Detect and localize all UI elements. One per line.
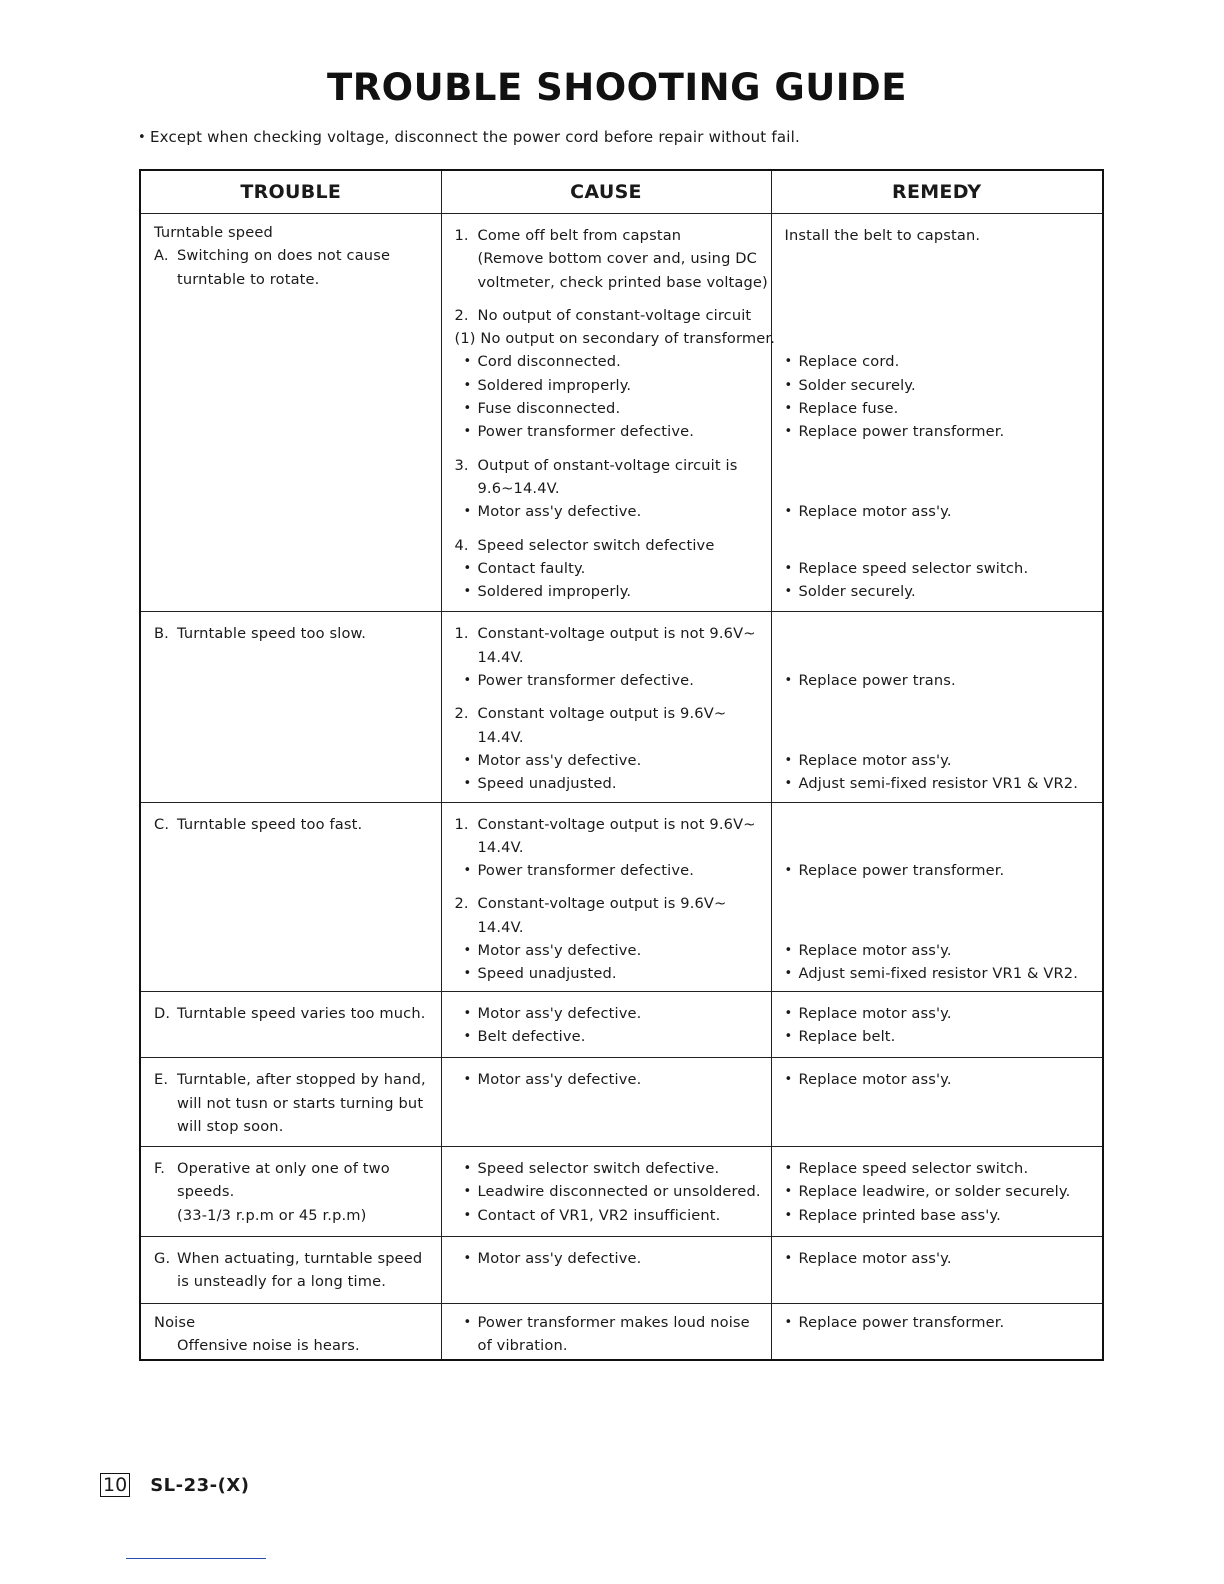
trouble-line: [154, 1068, 433, 1091]
remedy-line: [785, 1180, 1095, 1203]
bullet-marker: •: [784, 1072, 793, 1088]
cause-line: [455, 892, 763, 915]
trouble-text: Noise: [154, 1313, 196, 1331]
cause-cell: [441, 1303, 771, 1360]
cause-line: [455, 646, 763, 669]
cause-line: [455, 749, 763, 772]
cause-text: Constant-voltage output is not 9.6V~: [477, 815, 756, 833]
cause-group: [454, 304, 775, 444]
remedy-cell: [771, 1236, 1103, 1303]
trouble-cell: [140, 1236, 441, 1303]
remedy-line: [785, 1204, 1095, 1227]
cause-line: [455, 1002, 763, 1025]
cause-line: [455, 859, 763, 882]
cause-line: [455, 247, 763, 270]
cause-line: [455, 669, 763, 692]
trouble-text: Turntable, after stopped by hand,: [177, 1071, 426, 1089]
cause-line: [455, 1157, 763, 1180]
table-row: [140, 802, 1103, 991]
trouble-cell: [140, 802, 441, 991]
trouble-line: [154, 1115, 433, 1138]
remedy-text: Replace motor ass'y.: [798, 751, 952, 769]
remedy-cell: [771, 612, 1103, 802]
trouble-text: will not tusn or starts turning but: [177, 1094, 424, 1112]
cause-group: [455, 1157, 763, 1227]
remedy-group: [785, 1247, 1095, 1270]
spacer-line: [785, 327, 1095, 350]
trouble-line: [154, 268, 433, 291]
cause-text: No output of constant-voltage circuit: [477, 306, 752, 324]
cause-group: [455, 1068, 763, 1091]
bullet-marker: •: [784, 354, 793, 370]
cause-text: Leadwire disconnected or unsoldered.: [477, 1183, 761, 1201]
trouble-text: Turntable speed too slow.: [177, 625, 367, 643]
bullet-marker: •: [784, 673, 793, 689]
bullet-marker: •: [784, 966, 793, 982]
trouble-line: [154, 221, 433, 244]
model-number: SL-23-(X): [150, 1474, 250, 1496]
remedy-text: Replace speed selector switch.: [798, 559, 1029, 577]
table-header-row: [140, 170, 1103, 214]
cause-cell: [441, 214, 775, 612]
item-marker: C.: [154, 815, 170, 833]
spacer-line: [785, 247, 1095, 270]
cause-line: [455, 836, 763, 859]
item-marker: 2.: [454, 306, 469, 324]
remedy-line: [785, 939, 1095, 962]
cause-text: Contact of VR1, VR2 insufficient.: [477, 1206, 721, 1224]
trouble-text: When actuating, turntable speed: [177, 1249, 423, 1267]
remedy-line: [785, 397, 1095, 420]
remedy-line: [785, 500, 1095, 523]
item-marker: 2.: [454, 705, 469, 723]
cause-group: [455, 1002, 763, 1049]
bullet-marker: •: [784, 1184, 793, 1200]
bullet-marker: •: [463, 504, 472, 520]
spacer-line: [785, 702, 1095, 725]
bullet-marker: •: [463, 966, 472, 982]
cause-line: [455, 1334, 763, 1357]
cause-line: [455, 454, 763, 477]
remedy-text: Replace fuse.: [798, 400, 899, 418]
cause-line: [455, 271, 768, 294]
cause-text: voltmeter, check printed base voltage): [477, 273, 768, 291]
spacer-line: [785, 454, 1095, 477]
cause-text: Motor ass'y defective.: [477, 503, 642, 521]
cause-line: [455, 813, 763, 836]
trouble-text: Offensive noise is hears.: [177, 1336, 360, 1354]
header-cause: CAUSE: [441, 170, 771, 214]
remedy-cell: [771, 802, 1103, 991]
cause-line: [455, 224, 763, 247]
bullet-marker: •: [463, 1028, 472, 1044]
item-marker: 2.: [454, 895, 469, 913]
item-marker: B.: [154, 625, 169, 643]
remedy-text: Replace motor ass'y.: [798, 942, 952, 960]
trouble-text: Switching on does not cause: [177, 247, 391, 265]
trouble-text: speeds.: [177, 1183, 235, 1201]
cause-group: [455, 702, 763, 795]
cause-line: [455, 726, 763, 749]
spacer-line: [785, 477, 1095, 500]
trouble-cell: [140, 612, 441, 802]
cause-line: [455, 374, 763, 397]
cause-line: [455, 397, 763, 420]
bullet-marker: •: [784, 776, 793, 792]
cause-line: [455, 1180, 763, 1203]
spacer-line: [785, 304, 1095, 327]
bullet-marker: •: [784, 504, 793, 520]
remedy-line: [785, 1068, 1095, 1091]
table-row: [140, 1058, 1103, 1147]
trouble-line: [154, 1204, 433, 1227]
cause-cell: [441, 802, 771, 991]
cause-line: [455, 702, 763, 725]
item-marker: 4.: [454, 536, 469, 554]
cause-line: [455, 477, 763, 500]
remedy-cell: [771, 1058, 1103, 1147]
trouble-line: [154, 813, 433, 836]
trouble-line: [154, 244, 433, 267]
remedy-line: [785, 224, 1095, 247]
bullet-marker: •: [784, 1161, 793, 1177]
remedy-line: [785, 580, 1095, 603]
trouble-text: Turntable speed varies too much.: [177, 1004, 426, 1022]
bullet-marker: •: [784, 401, 793, 417]
page-number: 10: [100, 1473, 130, 1497]
trouble-line: [154, 1180, 433, 1203]
spacer-line: [785, 534, 1095, 557]
bullet-marker: •: [784, 1314, 793, 1330]
note-text: Except when checking voltage, disconnect the power cord before repair without fail.: [150, 128, 800, 146]
cause-text: 14.4V.: [477, 648, 524, 666]
cause-text: Come off belt from capstan: [477, 227, 682, 244]
cause-line: [455, 916, 763, 939]
cause-text: Soldered improperly.: [477, 583, 632, 601]
remedy-line: [785, 669, 1095, 692]
cause-text: Constant-voltage output is 9.6V~: [477, 895, 727, 913]
cause-text: Power transformer makes loud noise: [477, 1313, 750, 1331]
cause-text: Speed unadjusted.: [477, 965, 617, 983]
table-row: [140, 1147, 1103, 1237]
remedy-line: [785, 420, 1095, 443]
bullet-marker: •: [463, 401, 472, 417]
bullet-marker: •: [784, 424, 793, 440]
bullet-marker: •: [463, 1314, 472, 1330]
spacer-line: [785, 892, 1095, 915]
item-marker: 3.: [454, 456, 469, 474]
remedy-group: [785, 702, 1095, 795]
cause-line: [455, 420, 763, 443]
trouble-line: [154, 622, 433, 645]
bullet-marker: •: [784, 584, 793, 600]
cause-cell: [441, 1058, 771, 1147]
remedy-cell: [771, 991, 1103, 1058]
spacer-line: [785, 836, 1095, 859]
trouble-text: Turntable speed too fast.: [177, 815, 363, 833]
spacer-line: [785, 916, 1095, 939]
remedy-text: Replace cord.: [798, 353, 900, 371]
remedy-line: [785, 1247, 1095, 1270]
remedy-line: [785, 859, 1095, 882]
item-marker: A.: [154, 247, 169, 265]
remedy-group: [785, 1157, 1095, 1227]
remedy-group: [785, 1002, 1095, 1049]
remedy-text: Solder securely.: [798, 376, 916, 394]
item-marker: F.: [154, 1160, 165, 1178]
item-marker: G.: [154, 1249, 171, 1267]
cause-line: [455, 962, 763, 985]
trouble-cell: [140, 1058, 441, 1147]
page-footer: [100, 1472, 249, 1498]
trouble-line: [154, 1092, 433, 1115]
divider-line: [126, 1558, 266, 1559]
cause-group: [455, 892, 763, 985]
trouble-text: Turntable speed: [154, 224, 273, 241]
remedy-text: Replace leadwire, or solder securely.: [798, 1183, 1071, 1201]
item-marker: 1.: [454, 815, 469, 833]
cause-text: (Remove bottom cover and, using DC: [477, 250, 758, 268]
header-trouble: TROUBLE: [140, 170, 441, 214]
cause-text: 14.4V.: [477, 918, 524, 936]
trouble-cell: [140, 1147, 441, 1237]
table-row: [140, 214, 1103, 612]
cause-text: Motor ass'y defective.: [477, 751, 642, 769]
cause-line: [455, 772, 763, 795]
bullet-marker: •: [784, 1028, 793, 1044]
remedy-text: Replace power transformer.: [798, 862, 1005, 880]
remedy-text: Replace speed selector switch.: [798, 1160, 1029, 1178]
cause-text: Constant voltage output is 9.6V~: [477, 705, 727, 723]
trouble-line: [154, 1002, 433, 1025]
bullet-marker: •: [463, 1184, 472, 1200]
spacer-line: [785, 271, 1095, 294]
remedy-line: [785, 962, 1095, 985]
bullet-marker: •: [463, 673, 472, 689]
trouble-text: (33-1/3 r.p.m or 45 r.p.m): [177, 1206, 367, 1224]
trouble-cell: [140, 1303, 441, 1360]
remedy-text: Replace belt.: [798, 1027, 896, 1045]
bullet-marker: •: [784, 1250, 793, 1266]
table-row: [140, 612, 1103, 802]
trouble-line: [154, 1311, 433, 1334]
remedy-line: [785, 772, 1095, 795]
remedy-group: [785, 813, 1095, 883]
remedy-cell: [771, 1147, 1103, 1237]
item-marker: 1.: [454, 625, 469, 643]
header-remedy: REMEDY: [771, 170, 1103, 214]
cause-text: Contact faulty.: [477, 559, 586, 577]
cause-text: (1) No output on secondary of transformer.: [454, 330, 775, 348]
trouble-cell: [140, 991, 441, 1058]
remedy-group: [785, 454, 1095, 524]
cause-cell: [441, 1236, 771, 1303]
remedy-group: [785, 534, 1095, 604]
remedy-line: [785, 557, 1095, 580]
cause-line: [455, 500, 763, 523]
bullet-marker: •: [463, 1161, 472, 1177]
bullet-marker: •: [784, 943, 793, 959]
item-marker: E.: [154, 1071, 169, 1089]
cause-line: [455, 304, 763, 327]
cause-line: [455, 1025, 763, 1048]
remedy-text: Replace power transformer.: [798, 1313, 1005, 1331]
safety-note: [138, 128, 800, 146]
trouble-text: turntable to rotate.: [177, 270, 320, 288]
cause-text: Output of onstant-voltage circuit is: [477, 456, 738, 474]
trouble-line: [154, 1334, 433, 1357]
remedy-group: [785, 304, 1095, 444]
cause-text: 14.4V.: [477, 838, 524, 856]
bullet-marker: •: [784, 752, 793, 768]
bullet-marker: •: [463, 752, 472, 768]
table-body: [140, 214, 1103, 1361]
cause-text: Motor ass'y defective.: [477, 1249, 642, 1267]
table-row: [140, 991, 1103, 1058]
remedy-cell: [771, 1303, 1103, 1360]
cause-line: [455, 1204, 763, 1227]
cause-text: Speed unadjusted.: [477, 775, 617, 793]
bullet-marker: •: [784, 1207, 793, 1223]
item-marker: 1.: [454, 227, 469, 244]
remedy-group: [785, 224, 1095, 294]
trouble-line: [154, 1247, 433, 1270]
remedy-text: Replace motor ass'y.: [798, 1071, 952, 1089]
bullet-marker: •: [784, 1005, 793, 1021]
item-marker: D.: [154, 1004, 171, 1022]
remedy-group: [785, 622, 1095, 692]
spacer-line: [785, 622, 1095, 645]
cause-text: Motor ass'y defective.: [477, 1071, 642, 1089]
remedy-text: Solder securely.: [798, 583, 916, 601]
remedy-line: [785, 1025, 1095, 1048]
cause-cell: [441, 991, 771, 1058]
page-title: TROUBLE SHOOTING GUIDE: [326, 66, 908, 109]
cause-text: Motor ass'y defective.: [477, 942, 642, 960]
remedy-text: Replace power trans.: [798, 672, 956, 690]
remedy-text: Replace motor ass'y.: [798, 1004, 952, 1022]
remedy-text: Replace motor ass'y.: [798, 503, 952, 521]
cause-group: [455, 534, 763, 604]
cause-group: [454, 224, 768, 294]
cause-text: Speed selector switch defective.: [477, 1160, 720, 1178]
cause-text: Fuse disconnected.: [477, 400, 621, 418]
remedy-line: [785, 1157, 1095, 1180]
bullet-marker: •: [463, 584, 472, 600]
bullet-marker: •: [463, 560, 472, 576]
remedy-line: [785, 374, 1095, 397]
trouble-text: is unsteadly for a long time.: [177, 1273, 387, 1291]
cause-text: Constant-voltage output is not 9.6V~: [477, 625, 756, 643]
cause-group: [455, 813, 763, 883]
trouble-text: Operative at only one of two: [177, 1160, 390, 1178]
remedy-group: [785, 892, 1095, 985]
remedy-line: [785, 1311, 1095, 1334]
spacer-line: [785, 726, 1095, 749]
bullet-marker: •: [463, 424, 472, 440]
trouble-cell: [140, 214, 441, 612]
cause-text: 14.4V.: [477, 728, 524, 746]
cause-text: Belt defective.: [477, 1027, 586, 1045]
note-bullet: •: [138, 130, 146, 145]
remedy-group: [785, 1311, 1095, 1334]
remedy-text: Replace printed base ass'y.: [798, 1206, 1001, 1224]
table-row: [140, 1236, 1103, 1303]
cause-line: [455, 350, 763, 373]
cause-cell: [441, 612, 771, 802]
remedy-group: [785, 1068, 1095, 1091]
cause-line: [455, 1247, 763, 1270]
cause-text: Speed selector switch defective: [477, 536, 715, 554]
remedy-text: Adjust semi-fixed resistor VR1 & VR2.: [798, 775, 1079, 793]
bullet-marker: •: [463, 776, 472, 792]
cause-line: [455, 1068, 763, 1091]
remedy-line: [785, 749, 1095, 772]
bullet-marker: •: [784, 863, 793, 879]
bullet-marker: •: [784, 560, 793, 576]
cause-text: Motor ass'y defective.: [477, 1004, 642, 1022]
cause-line: [455, 1311, 763, 1334]
cause-text: Cord disconnected.: [477, 353, 621, 371]
table-row: [140, 1303, 1103, 1360]
bullet-marker: •: [463, 1072, 472, 1088]
remedy-line: [785, 1002, 1095, 1025]
bullet-marker: •: [463, 863, 472, 879]
cause-line: [455, 622, 763, 645]
remedy-text: Adjust semi-fixed resistor VR1 & VR2.: [798, 965, 1079, 983]
bullet-marker: •: [784, 377, 793, 393]
remedy-text: Replace motor ass'y.: [798, 1249, 952, 1267]
bullet-marker: •: [463, 377, 472, 393]
bullet-marker: •: [463, 1250, 472, 1266]
cause-group: [455, 1247, 763, 1270]
cause-text: 9.6~14.4V.: [477, 479, 560, 497]
cause-cell: [441, 1147, 771, 1237]
remedy-line: [785, 350, 1095, 373]
spacer-line: [785, 646, 1095, 669]
cause-line: [455, 534, 763, 557]
cause-text: Power transformer defective.: [477, 672, 695, 690]
bullet-marker: •: [463, 943, 472, 959]
cause-line: [455, 557, 763, 580]
remedy-text: Install the belt to capstan.: [784, 227, 981, 244]
bullet-marker: •: [463, 1005, 472, 1021]
cause-text: Power transformer defective.: [477, 862, 695, 880]
cause-line: [454, 327, 775, 350]
bullet-marker: •: [463, 354, 472, 370]
troubleshooting-table: [139, 169, 1104, 1361]
cause-text: of vibration.: [477, 1336, 568, 1354]
trouble-line: [154, 1270, 433, 1293]
cause-line: [455, 939, 763, 962]
trouble-line: [154, 1157, 433, 1180]
cause-group: [455, 1311, 763, 1358]
remedy-text: Replace power transformer.: [798, 423, 1005, 441]
spacer-line: [785, 813, 1095, 836]
cause-line: [455, 580, 763, 603]
bullet-marker: •: [463, 1207, 472, 1223]
cause-group: [455, 622, 763, 692]
cause-text: Soldered improperly.: [477, 376, 632, 394]
cause-group: [455, 454, 763, 524]
cause-text: Power transformer defective.: [477, 423, 695, 441]
remedy-cell: [771, 214, 1103, 612]
trouble-text: will stop soon.: [177, 1117, 284, 1135]
